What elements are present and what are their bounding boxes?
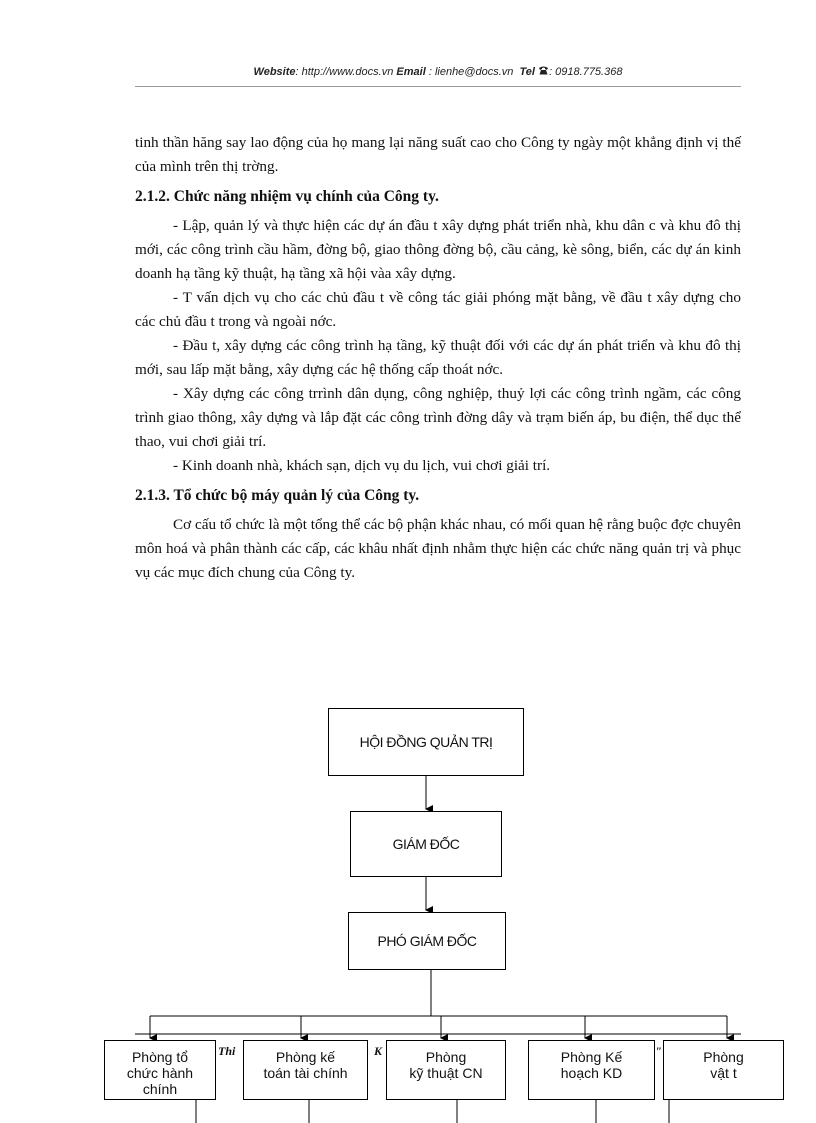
paragraph-task-3: - Đầu t, xây dựng các công trình hạ tầng, kỹ thuật đối với các dự án phát triển và khu đô thị mới, sau lấp mặt bằng, xây dựng các hệ thống cấp thoát nớc. <box>135 337 741 378</box>
website-value: : http://www.docs.vn <box>295 66 394 78</box>
tel-value: : 0918.775.368 <box>549 66 623 78</box>
org-box-deputy: PHÓ GIÁM ĐỐC <box>348 912 506 970</box>
org-box-director: GIÁM ĐỐC <box>350 811 502 877</box>
paragraph-task-4: - Xây dựng các công trrình dân dụng, công nghiệp, thuỷ lợi các công trình ngầm, các công trình giao thông, xây dựng và lắp đặt các công trình đờng dây và trạm biến áp, bu điện, thể dục thể thao, vui chơi giải trí. <box>135 385 741 450</box>
tel-label: Tel <box>519 66 535 78</box>
org-box-dept-planning: Phòng Kế hoạch KD <box>528 1040 655 1100</box>
paragraph-intro: tinh thần hăng say lao động của họ mang lại năng suất cao cho Công ty ngày một khẳng định vị thế của mình trên thị trờng. <box>135 134 741 175</box>
website-label: Website <box>253 66 296 78</box>
email-value: : lienhe@docs.vn <box>428 66 514 78</box>
email-label: Email <box>396 66 426 78</box>
section-heading-2-1-3: 2.1.3. Tổ chức bộ máy quản lý của Công ty. <box>135 487 420 504</box>
paragraph-org-structure: Cơ cấu tổ chức là một tổng thể các bộ phận khác nhau, có mối quan hệ rằng buộc đợc chuyên môn hoá và phân thành các cấp, các khâu nhất định nhằm thực hiện các chức năng quản trị và phục vụ các mục đích chung của Công ty. <box>135 516 741 581</box>
footer-fragment-3: " <box>655 1044 662 1058</box>
org-box-dept-materials: Phòng vật t <box>663 1040 784 1100</box>
paragraph-task-2: - T vấn dịch vụ cho các chủ đầu t về công tác giải phóng mặt bằng, về đầu t xây dựng cho các chủ đầu t trong và ngoài nớc. <box>135 289 741 330</box>
section-heading-2-1-2: 2.1.2. Chức năng nhiệm vụ chính của Công ty. <box>135 188 439 205</box>
org-box-dept-technical: Phòng kỹ thuật CN <box>386 1040 506 1100</box>
paragraph-task-5: - Kinh doanh nhà, khách sạn, dịch vụ du lịch, vui chơi giải trí. <box>173 457 551 474</box>
footer-fragment-1: Thi <box>218 1044 236 1058</box>
org-box-board: HỘI ĐỒNG QUẢN TRỊ <box>328 708 524 776</box>
org-box-dept-admin: Phòng tổ chức hành chính <box>104 1040 216 1100</box>
paragraph-task-1: - Lập, quản lý và thực hiện các dự án đầu t xây dựng phát triển nhà, khu dân c và khu đô thị mới, các công trình cầu hầm, đờng bộ, giao thông đờng bộ, cầu cảng, kè sông, biển, các dự án kinh doanh hạ tầng kỹ thuật, hạ tầng xã hội vàa xây dựng. <box>135 217 741 282</box>
org-box-dept-finance: Phòng kế toán tài chính <box>243 1040 368 1100</box>
footer-fragment-2: K <box>374 1044 383 1058</box>
